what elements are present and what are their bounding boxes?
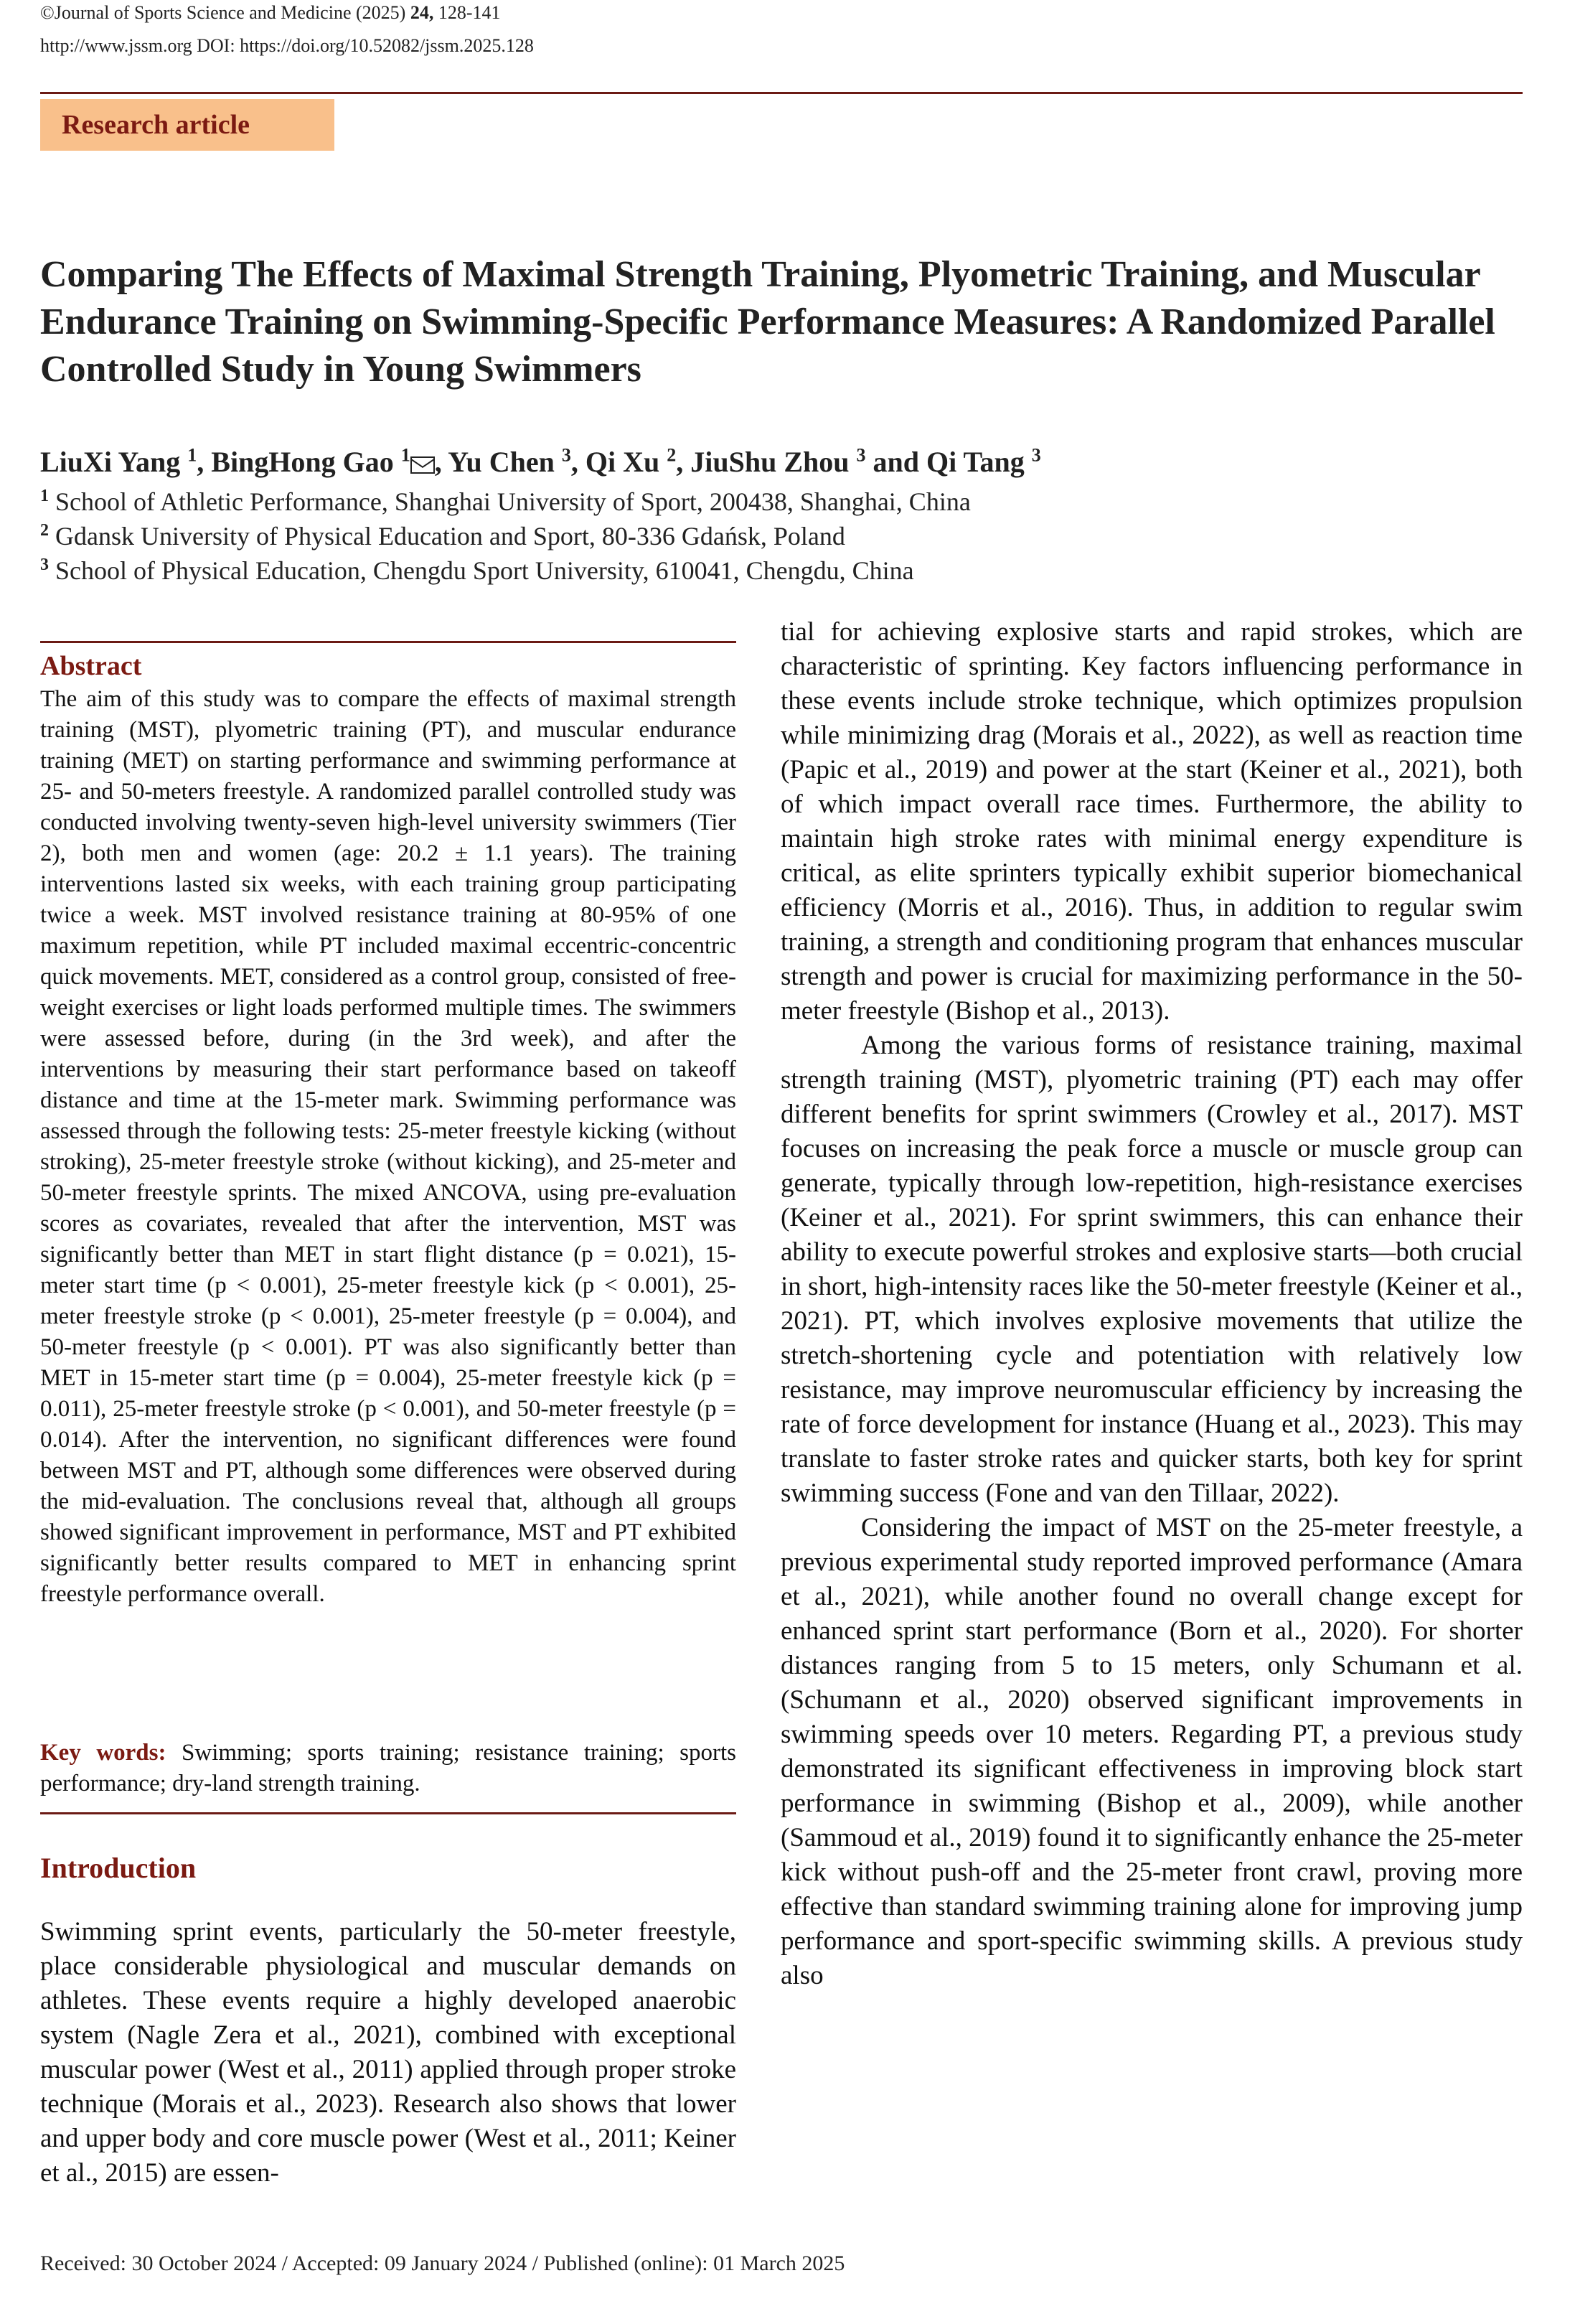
abstract-text: The aim of this study was to compare the effects of maximal strength training (MST), plyometric training (PT), and muscular endurance training (MET) on starting performance and swimming performance at 25- and 50-meters freestyle. A randomized parallel controlled study was conducted involving twenty-seven high-level university swimmers (Tier 2), both men and women (age: 20.2 ± 1.1 years). The training interventions lasted six weeks, with each training group participating twice a week. MST involved resistance training at 80-95% of one maximum repetition, while PT included maximal eccentric-concentric quick movements. MET, considered as a control group, consisted of free-weight exercises or light loads performed multiple times. The swimmers were assessed before, during (in the 3rd week), and after the interventions by measuring their start performance based on takeoff distance and time at the 15-meter mark. Swimming performance was assessed through the following tests: 25-meter freestyle kicking (without stroking), 25-meter freestyle stroke (without kicking), and 25-meter and 50-meter freestyle sprints. The mixed ANCOVA, using pre-evaluation scores as covariates, revealed that after the intervention, MST was significantly better than MET in start flight distance (p = 0.021), 15-meter start time (p < 0.001), 25-meter freestyle kick (p < 0.001), 25-meter freestyle stroke (p < 0.001), 25-meter freestyle (p = 0.004), and 50-meter freestyle (p < 0.001). PT was also significantly better than MET in 15-meter start time (p = 0.004), 25-meter freestyle kick (p = 0.011), 25-meter freestyle stroke (p < 0.001), and 50-meter freestyle (p = 0.014). After the intervention, no significant differences were found between MST and PT, although some differences were observed during the mid-evaluation. The conclusions reveal that, although all groups showed significant improvement in performance, MST and PT exhibited significantly better results compared to MET in enhancing sprint freestyle performance overall. bbox=[40, 686, 736, 1607]
introduction-heading: Introduction bbox=[40, 1852, 197, 1884]
header-rule bbox=[40, 92, 1523, 94]
mail-icon[interactable] bbox=[410, 456, 435, 474]
journal-volume: 24, bbox=[410, 2, 434, 23]
abstract-rule-bottom bbox=[40, 1812, 736, 1814]
article-title: Comparing The Effects of Maximal Strength Training, Plyometric Training, and Muscular Endurance Training on Swimming-Specific Performance Measures: A Randomized Parallel Controlled Study in Young Swimmers bbox=[40, 254, 1495, 390]
journal-pages: 128-141 bbox=[433, 2, 501, 23]
paragraph: tial for achieving explosive starts and rapid strokes, which are characteristic of sprinting. Key factors influencing performance in these events include stroke technique, which optimizes propulsion while minimizing drag (Morais et al., 2022), as well as reaction time (Papic et al., 2019) and power at the start (Keiner et al., 2021), both of which impact overall race times. Furthermore, the ability to maintain high stroke rates with minimal energy expenditure is critical, as elite sprinters typically exhibit superior biomechanical efficiency (Morris et al., 2016). Thus, in addition to regular swim training, a strength and conditioning program that enhances muscular strength and power is crucial for maximizing performance in the 50-meter freestyle (Bishop et al., 2013). bbox=[781, 617, 1523, 1026]
affiliation-3: $^3$ School of Physical Education, Chengdu Sport University, 610041, Chengdu, China bbox=[40, 556, 914, 585]
paragraph: Considering the impact of MST on the 25-meter freestyle, a previous experimental study reported improved performance (Amara et al., 2021), while another found no overall change except for enhanced sprint start performance (Born et al., 2020). For shorter distances ranging from 5 to 15 meters, only Schumann et al. (Schumann et al., 2020) observed significant improvements in swimming speeds over 10 meters. Regarding PT, a previous study demonstrated its significant effectiveness in improving block start performance in swimming (Bishop et al., 2009), while another (Sammoud et al., 2019) found it to significantly enhance the 25-meter kick without push-off and the 25-meter front crawl, proving more effective than standard swimming training alone for improving jump performance and sport-specific swimming skills. A previous study also bbox=[781, 1513, 1523, 1990]
keywords-text: Swimming; sports training; resistance training; sports performance; dry-land strength training. bbox=[40, 1740, 736, 1796]
affiliation-1: $^1$ School of Athletic Performance, Shanghai University of Sport, 200438, Shanghai, China bbox=[40, 487, 971, 516]
author: Qi Xu $^2$, bbox=[585, 445, 691, 479]
author: Qi Tang $^3$ bbox=[926, 445, 1041, 479]
journal-url-doi[interactable]: http://www.jssm.org DOI: https://doi.org/10.52082/jssm.2025.128 bbox=[40, 35, 534, 56]
abstract-heading: Abstract bbox=[40, 651, 142, 681]
author: Yu Chen $^3$, bbox=[448, 445, 586, 479]
article-type-badge: Research article bbox=[40, 99, 334, 151]
author-list bbox=[40, 438, 1540, 480]
body-right-column bbox=[781, 615, 1523, 1993]
keywords-label: Key words: bbox=[40, 1740, 166, 1766]
abstract-rule-top bbox=[40, 641, 736, 643]
publication-dates: Received: 30 October 2024 / Accepted: 09 January 2024 / Published (online): 01 March 2025 bbox=[40, 2252, 845, 2275]
author-corresponding: BingHong Gao $^1$ , bbox=[211, 445, 448, 479]
journal-name: ©Journal of Sports Science and Medicine (2025) bbox=[40, 2, 410, 23]
keywords bbox=[40, 1738, 736, 1799]
paragraph: Among the various forms of resistance training, maximal strength training (MST), plyometric training (PT) each may offer different benefits for sprint swimmers (Crowley et al., 2017). MST focuses on increasing the peak force a muscle or muscle group can generate, typically through low-repetition, high-resistance exercises (Keiner et al., 2021). For sprint swimmers, this can enhance their ability to execute powerful strokes and explosive starts—both crucial in short, high-intensity races like the 50-meter freestyle (Keiner et al., 2021). PT, which involves explosive movements that utilize the stretch-shortening cycle and potentiation with relatively low resistance, may improve neuromuscular efficiency by increasing the rate of force development for instance (Huang et al., 2023). This may translate to faster stroke rates and quicker starts, both key for sprint swimming success (Fone and van den Tillaar, 2022). bbox=[781, 1031, 1523, 1508]
author: JiuShu Zhou $^3$ and bbox=[690, 445, 927, 479]
author: LiuXi Yang $^1$, bbox=[40, 445, 212, 479]
introduction-text: Swimming sprint events, particularly the 50-meter freestyle, place considerable physiological and muscular demands on athletes. These events require a highly developed anaerobic system (Nagle Zera et al., 2021), combined with exceptional muscular power (West et al., 2011) applied through proper stroke technique (Morais et al., 2023). Research also shows that lower and upper body and core muscle power (West et al., 2011; Keiner et al., 2015) are essen- bbox=[40, 1917, 736, 2188]
journal-citation bbox=[40, 1, 500, 24]
affiliation-2: $^2$ Gdansk University of Physical Education and Sport, 80-336 Gdańsk, Poland bbox=[40, 521, 845, 550]
